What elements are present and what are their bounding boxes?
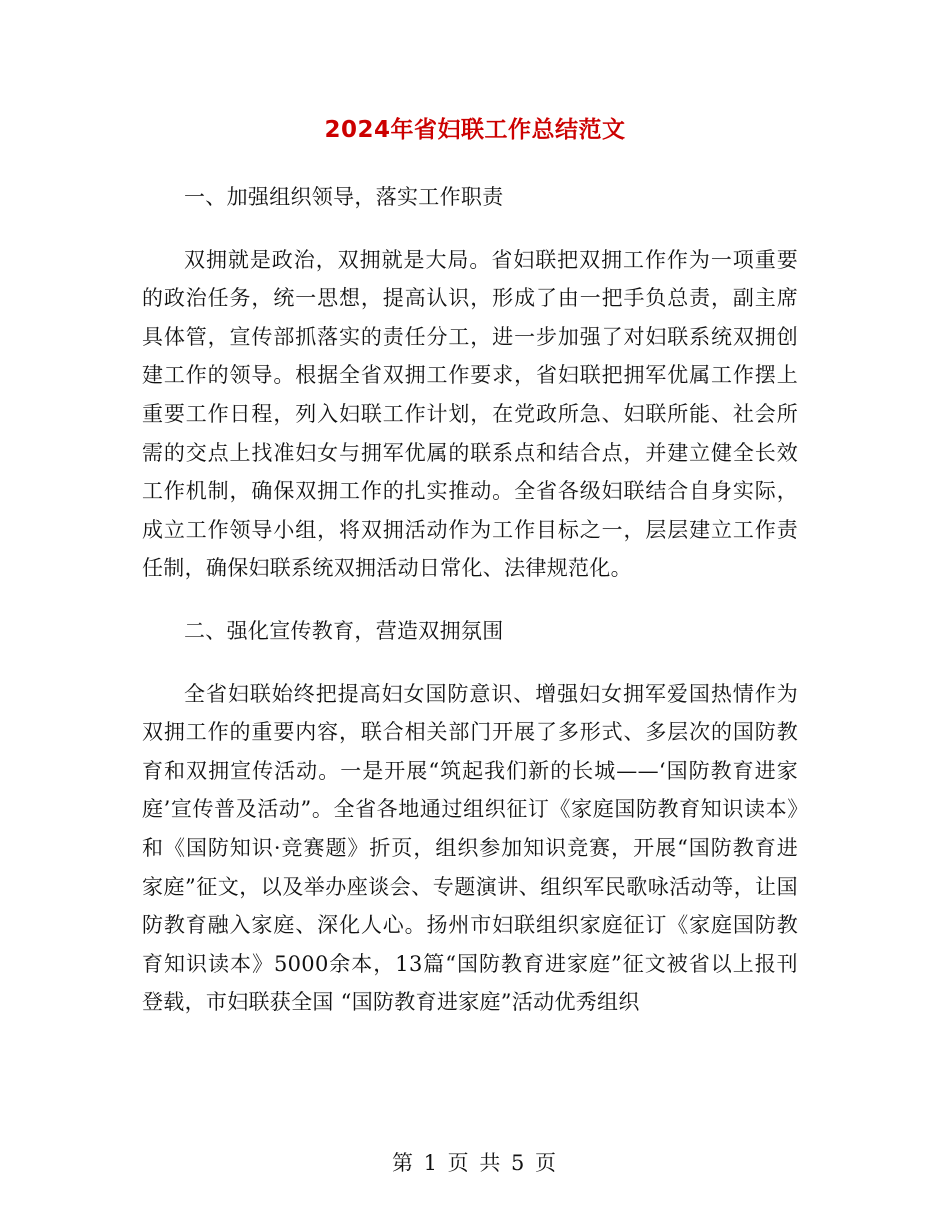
document-title: 2024年省妇联工作总结范文 [324,117,626,143]
section-paragraph-1: 双拥就是政治，双拥就是大局。省妇联把双拥工作作为一项重要的政治任务，统一思想，提高认识，形成了由一把手负总责，副主席具体管，宣传部抓落实的责任分工，进一步加强了对妇联系统双拥创建工作的领导。根据全省双拥工作要求，省妇联把拥军优属工作摆上重要工作日程，列入妇联工作计划，在党政所急、妇联所能、社会所需的交点上找准妇女与拥军优属的联系点和结合点，并建立健全长效工作机制，确保双拥工作的扎实推动。全省各级妇联结合自身实际，成立工作领导小组，将双拥活动作为工作目标之一，层层建立工作责任制，确保妇联系统双拥活动日常化、法律规范化。 [142,247,798,581]
section-heading-1: 一、加强组织领导，落实工作职责 [184,185,504,209]
section-heading-2: 二、强化宣传教育，营造双拥氛围 [184,618,504,643]
section-paragraph-2: 全省妇联始终把提高妇女国防意识、增强妇女拥军爱国热情作为双拥工作的重要内容，联合相关部门开展了多形式、多层次的国防教育和双拥宣传活动。一是开展“筑起我们新的长城——‘国防教育进家庭’宣传普及活动”。全省各地通过组织征订《家庭国防教育知识读本》和《国防知识·竞赛题》折页，组织参加知识竞赛，开展“国防教育进家庭”征文，以及举办座谈会、专题演讲、组织军民歌咏活动等，让国防教育融入家庭、深化人心。扬州市妇联组织家庭征订《家庭国防教育知识读本》5000余本，13篇“国防教育进家庭”征文被省以上报刊登载，市妇联获全国 “国防教育进家庭”活动优秀组织 [142,681,798,1015]
page-footer: 第 1 页 共 5 页 [391,1151,559,1175]
document-body [142,178,798,1022]
